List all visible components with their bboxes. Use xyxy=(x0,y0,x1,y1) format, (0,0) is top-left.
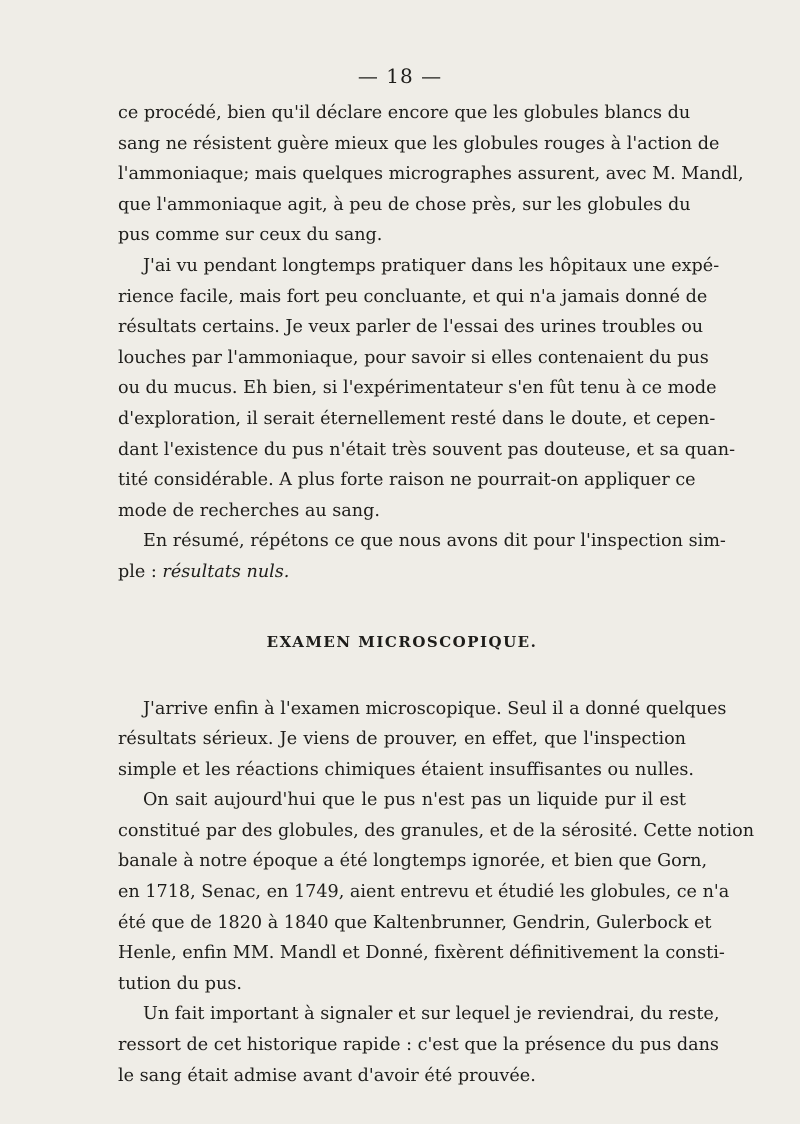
text-line: ou du mucus. Eh bien, si l'expérimentateur s'en fût tenu à ce mode xyxy=(118,378,717,399)
paragraph xyxy=(118,526,726,587)
text-line: J'ai vu pendant longtemps pratiquer dans les hôpitaux une expé- xyxy=(143,255,720,276)
text-line: résultats certains. Je veux parler de l'essai des urines troubles ou xyxy=(118,317,704,338)
text-fragment: ple : xyxy=(118,561,163,582)
page-number: — 18 — xyxy=(357,64,443,88)
text-line: dant l'existence du pus n'était très souvent pas douteuse, et sa quan- xyxy=(118,439,736,460)
text-line: banale à notre époque a été longtemps ignorée, et bien que Gorn, xyxy=(118,851,708,872)
text-line: ce procédé, bien qu'il déclare encore que les globules blancs du xyxy=(118,103,691,123)
text-line: rience facile, mais fort peu concluante, et qui n'a jamais donné de xyxy=(118,286,708,307)
text-line: tité considérable. A plus forte raison ne pourrait-on appliquer ce xyxy=(118,470,696,491)
text-line: pus comme sur ceux du sang. xyxy=(118,225,383,246)
paragraph xyxy=(118,251,736,526)
text-line: Henle, enfin MM. Mandl et Donné, fixèrent définitivement la consti- xyxy=(118,943,725,964)
text-line: en 1718, Senac, en 1749, aient entrevu et étudié les globules, ce n'a xyxy=(118,882,730,903)
paragraph xyxy=(118,98,744,251)
text-line: En résumé, répétons ce que nous avons dit pour l'inspection sim- xyxy=(143,531,726,552)
text-line: louches par l'ammoniaque, pour savoir si elles contenaient du pus xyxy=(118,347,709,368)
text-line: J'arrive enfin à l'examen microscopique. Seul il a donné quelques xyxy=(143,698,727,719)
text-line: Un fait important à signaler et sur lequel je reviendrai, du reste, xyxy=(143,1004,720,1025)
paragraph xyxy=(118,999,720,1091)
text-line: ressort de cet historique rapide : c'est que la présence du pus dans xyxy=(118,1035,719,1056)
text-line: été que de 1820 à 1840 que Kaltenbrunner, Gendrin, Gulerbock et xyxy=(118,912,712,933)
text-line: tution du pus. xyxy=(118,973,243,994)
text-line: l'ammoniaque; mais quelques micrographes assurent, avec M. Mandl, xyxy=(118,164,744,185)
text-line: simple et les réactions chimiques étaient insuffisantes ou nulles. xyxy=(118,759,694,780)
text-line: le sang était admise avant d'avoir été prouvée. xyxy=(118,1065,536,1086)
text-line: d'exploration, il serait éternellement resté dans le doute, et cepen- xyxy=(118,408,716,429)
text-line xyxy=(118,557,686,588)
text-line: sang ne résistent guère mieux que les globules rouges à l'action de xyxy=(118,133,720,154)
text-line: que l'ammoniaque agit, à peu de chose près, sur les globules du xyxy=(118,194,691,215)
paragraph xyxy=(118,785,755,999)
page-body xyxy=(118,98,755,1091)
text-line: constitué par des globules, des granules, et de la sérosité. Cette notion xyxy=(118,820,755,841)
text-line: mode de recherches au sang. xyxy=(118,500,380,521)
text-line: résultats sérieux. Je viens de prouver, en effet, que l'inspection xyxy=(118,729,686,750)
emphasis-text: résultats nuls. xyxy=(162,561,290,582)
text-line: On sait aujourd'hui que le pus n'est pas un liquide pur il est xyxy=(143,790,686,811)
section-heading: EXAMEN MICROSCOPIQUE. xyxy=(266,632,538,651)
paragraph xyxy=(118,694,727,786)
